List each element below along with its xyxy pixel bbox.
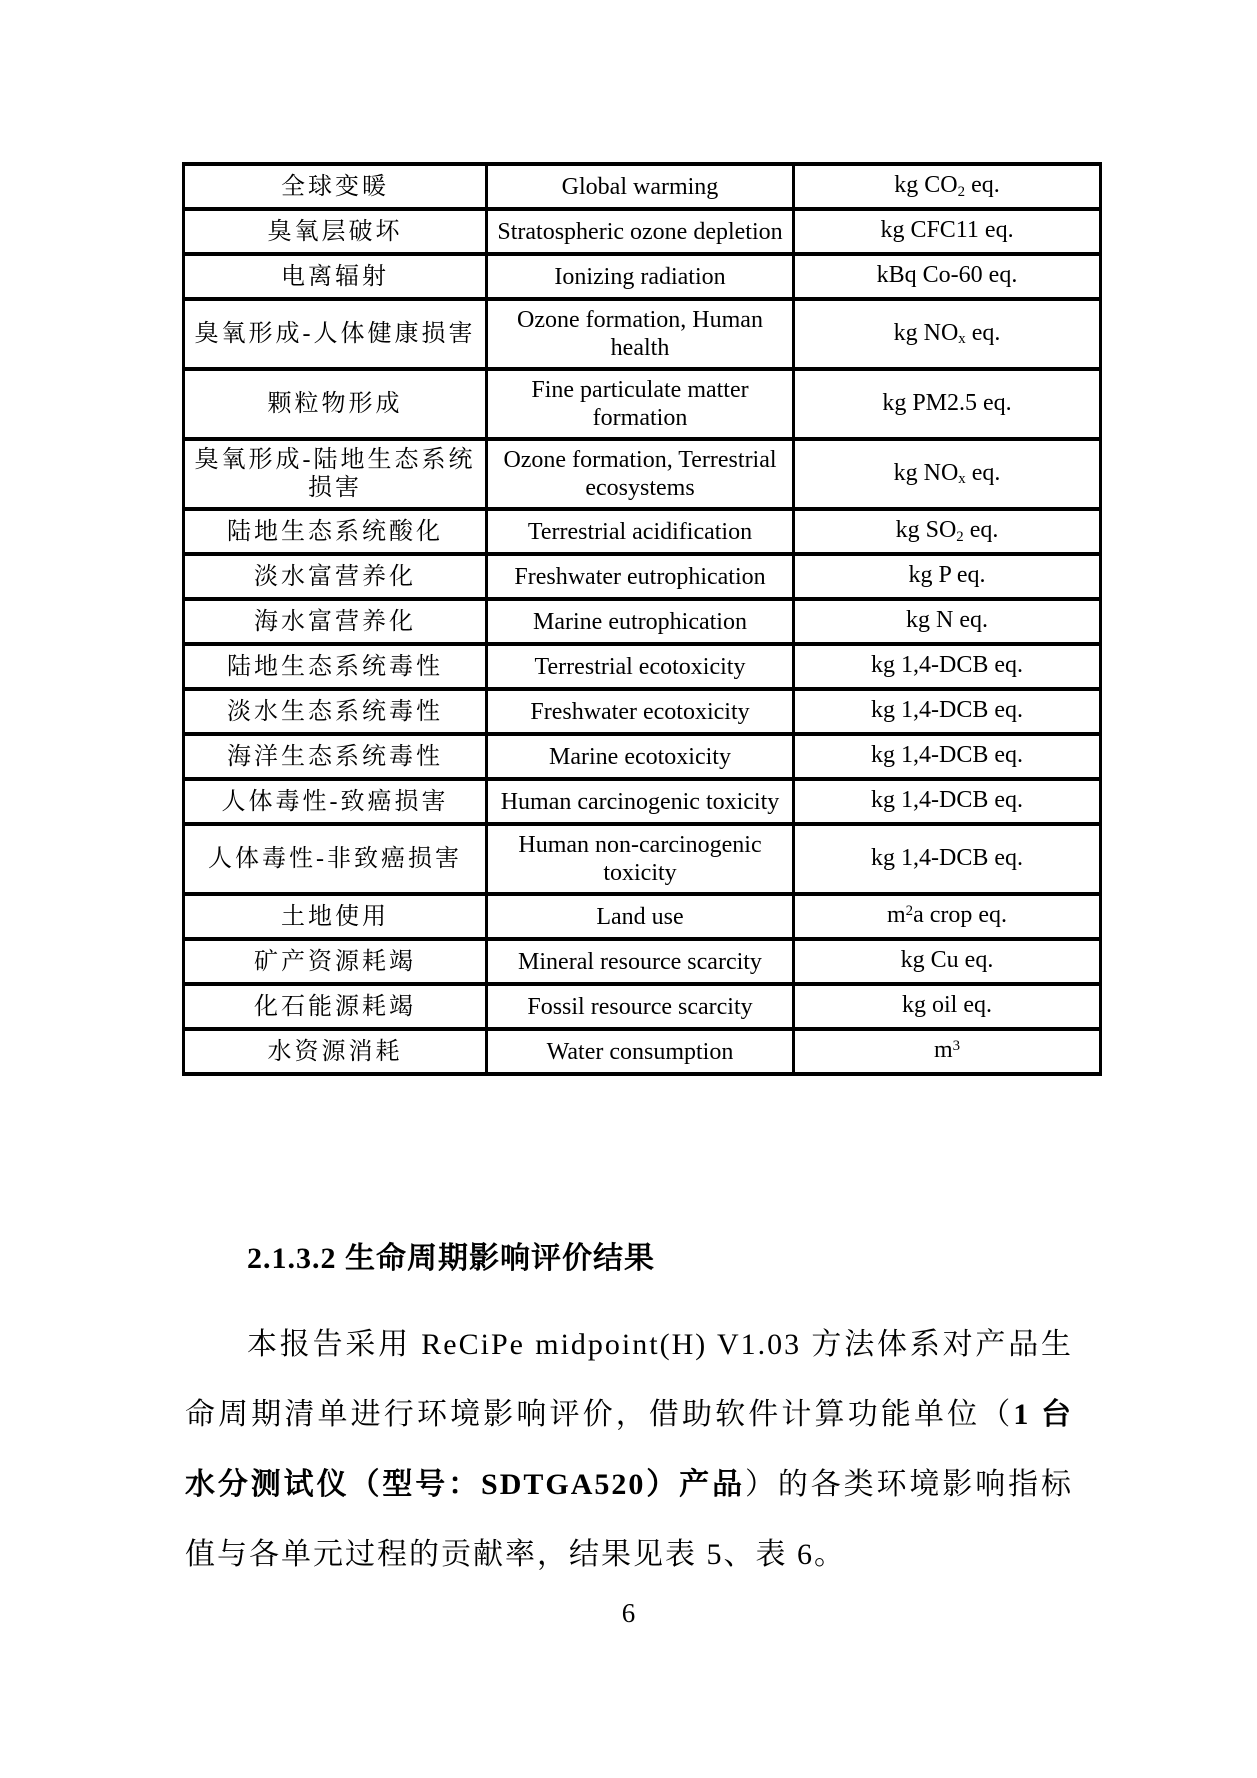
impact-name-en: Mineral resource scarcity (487, 939, 794, 984)
table-row (184, 644, 1101, 689)
table-row (184, 779, 1101, 824)
unit-pre: m (933, 1037, 953, 1063)
table-row (184, 599, 1101, 644)
impact-name-cn: 臭氧层破坏 (184, 209, 487, 254)
impact-unit (794, 509, 1101, 554)
impact-unit (794, 554, 1101, 599)
impact-unit (794, 779, 1101, 824)
impact-unit (794, 984, 1101, 1029)
paragraph-segment: ）的各类环境影响指标值与各单元过程的贡献率，结果见表 5、表 6。 (185, 1468, 1074, 1571)
impact-unit (794, 369, 1101, 439)
table-row (184, 1029, 1101, 1074)
table-row (184, 894, 1101, 939)
impact-category-table (182, 162, 1102, 1076)
body-paragraph (185, 1310, 1073, 1590)
impact-unit (794, 689, 1101, 734)
table-row (184, 369, 1101, 439)
unit-pre: kg PM2.5 eq. (882, 389, 1012, 416)
impact-unit (794, 164, 1101, 209)
unit-post: eq. (965, 459, 1001, 486)
unit-post: eq. (965, 319, 1001, 346)
impact-name-en: Ozone formation, Human health (487, 299, 794, 369)
impact-name-cn: 电离辐射 (184, 254, 487, 299)
page-number: 6 (621, 1598, 636, 1628)
unit-pre: kg oil eq. (902, 992, 992, 1018)
impact-name-en: Human non-carcinogenic toxicity (487, 824, 794, 894)
impact-name-cn: 颗粒物形成 (184, 369, 487, 439)
unit-post: a crop eq. (913, 902, 1008, 928)
impact-name-cn: 臭氧形成-陆地生态系统损害 (184, 439, 487, 509)
unit-pre: kg 1,4-DCB eq. (871, 742, 1023, 768)
impact-name-en: Human carcinogenic toxicity (487, 779, 794, 824)
impact-name-en: Global warming (487, 164, 794, 209)
impact-name-cn: 淡水富营养化 (184, 554, 487, 599)
table-row (184, 164, 1101, 209)
impact-name-en: Water consumption (487, 1029, 794, 1074)
impact-name-en: Terrestrial acidification (487, 509, 794, 554)
paragraph-segment-bold: 1 台水分测试仪（型号：SDTGA520）产品 (185, 1398, 1074, 1501)
impact-name-cn: 人体毒性-非致癌损害 (184, 824, 487, 894)
impact-unit (794, 209, 1101, 254)
table-row (184, 299, 1101, 369)
impact-unit (794, 254, 1101, 299)
unit-pre: kg CFC11 eq. (880, 217, 1014, 243)
impact-unit (794, 439, 1101, 509)
unit-pre: kBq Co-60 eq. (876, 262, 1018, 288)
table-row (184, 689, 1101, 734)
table-row (184, 209, 1101, 254)
impact-name-en: Freshwater eutrophication (487, 554, 794, 599)
unit-pre: kg CO (894, 172, 958, 198)
unit-pre: m (886, 902, 906, 928)
table-row (184, 984, 1101, 1029)
impact-unit (794, 299, 1101, 369)
paragraph-segment: 本报告采用 ReCiPe midpoint(H) V1.03 方法体系对产品生命周期清单进行环境影响评价，借助软件计算功能单位（ (185, 1328, 1073, 1431)
impact-name-en: Fossil resource scarcity (487, 984, 794, 1029)
table-row (184, 554, 1101, 599)
table-row (184, 939, 1101, 984)
impact-unit (794, 824, 1101, 894)
unit-sub: 2 (956, 528, 964, 545)
unit-pre: kg SO (895, 517, 957, 543)
unit-pre: kg 1,4-DCB eq. (871, 844, 1023, 871)
impact-unit (794, 599, 1101, 644)
unit-sup: 2 (905, 903, 914, 920)
table-row (184, 439, 1101, 509)
section-heading: 2.1.3.2 生命周期影响评价结果 (247, 1242, 655, 1275)
impact-unit (794, 1029, 1101, 1074)
impact-name-en: Marine ecotoxicity (487, 734, 794, 779)
impact-name-cn: 海水富营养化 (184, 599, 487, 644)
impact-name-cn: 化石能源耗竭 (184, 984, 487, 1029)
impact-name-cn: 人体毒性-致癌损害 (184, 779, 487, 824)
unit-pre: kg 1,4-DCB eq. (871, 697, 1023, 723)
impact-name-en: Terrestrial ecotoxicity (487, 644, 794, 689)
impact-name-en: Fine particulate matter formation (487, 369, 794, 439)
impact-name-cn: 陆地生态系统毒性 (184, 644, 487, 689)
unit-pre: kg NO (893, 319, 959, 346)
unit-pre: kg 1,4-DCB eq. (871, 787, 1023, 813)
table-row (184, 509, 1101, 554)
impact-name-en: Marine eutrophication (487, 599, 794, 644)
unit-post: eq. (963, 517, 999, 543)
impact-name-en: Land use (487, 894, 794, 939)
table-row (184, 734, 1101, 779)
impact-unit (794, 644, 1101, 689)
impact-name-cn: 水资源消耗 (184, 1029, 487, 1074)
impact-name-cn: 臭氧形成-人体健康损害 (184, 299, 487, 369)
impact-name-cn: 海洋生态系统毒性 (184, 734, 487, 779)
unit-sub: 2 (957, 183, 966, 200)
impact-name-en: Stratospheric ozone depletion (487, 209, 794, 254)
unit-pre: kg NO (893, 459, 959, 486)
unit-pre: kg N eq. (906, 607, 988, 633)
table-row (184, 824, 1101, 894)
unit-pre: kg Cu eq. (900, 947, 994, 973)
impact-unit (794, 894, 1101, 939)
impact-name-cn: 土地使用 (184, 894, 487, 939)
impact-name-en: Ionizing radiation (487, 254, 794, 299)
impact-name-cn: 全球变暖 (184, 164, 487, 209)
impact-name-en: Ozone formation, Terrestrial ecosystems (487, 439, 794, 509)
impact-name-cn: 矿产资源耗竭 (184, 939, 487, 984)
unit-pre: kg P eq. (908, 562, 986, 588)
unit-pre: kg 1,4-DCB eq. (871, 652, 1023, 678)
impact-name-cn: 陆地生态系统酸化 (184, 509, 487, 554)
unit-post: eq. (965, 172, 1000, 198)
table-row (184, 254, 1101, 299)
impact-unit (794, 939, 1101, 984)
impact-name-cn: 淡水生态系统毒性 (184, 689, 487, 734)
unit-sup: 3 (952, 1038, 961, 1055)
unit-sub: x (958, 471, 966, 488)
section-2-1-3-2 (185, 1238, 1073, 1590)
impact-name-en: Freshwater ecotoxicity (487, 689, 794, 734)
unit-sub: x (958, 331, 966, 348)
impact-unit (794, 734, 1101, 779)
